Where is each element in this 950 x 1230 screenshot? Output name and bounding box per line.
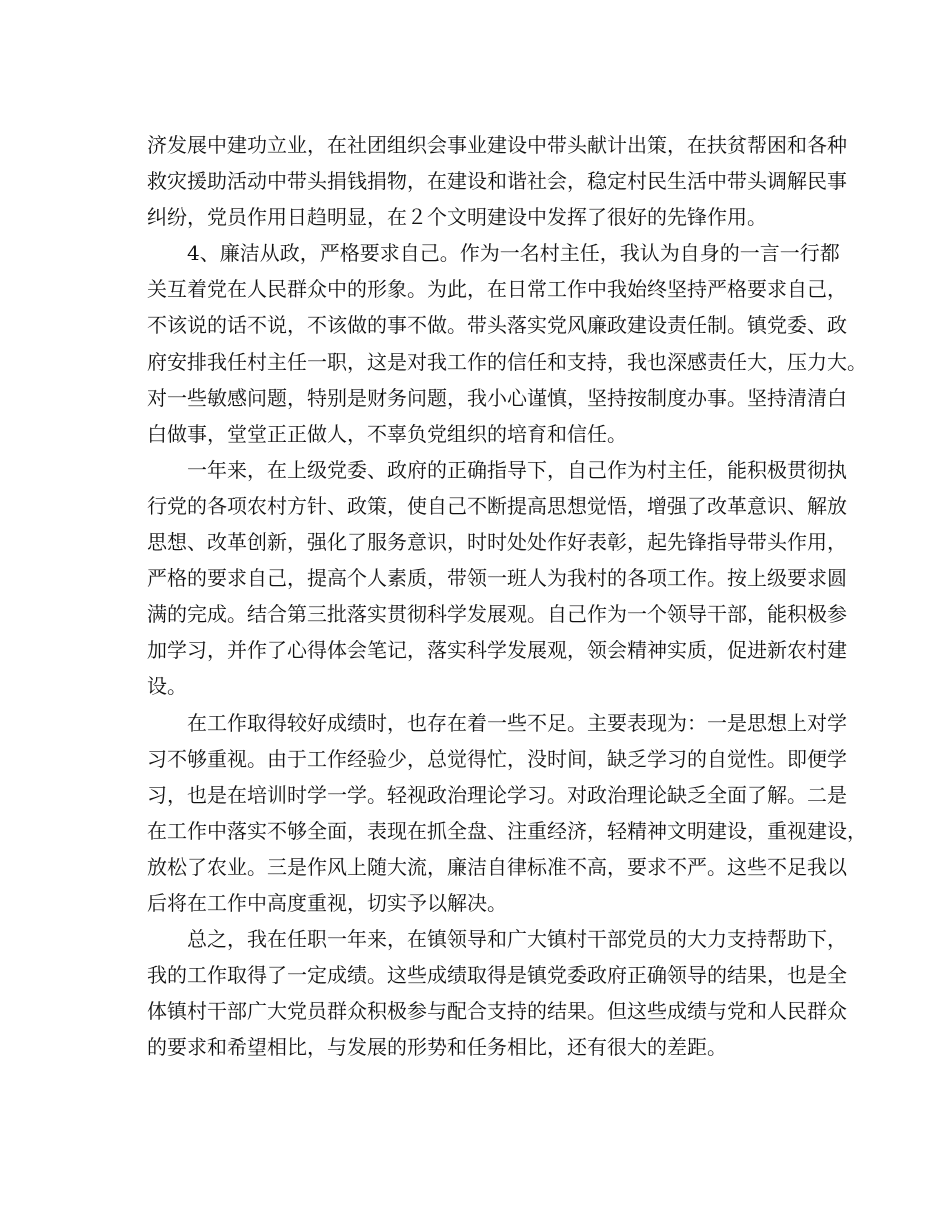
text-line: 体镇村干部广大党员群众积极参与配合支持的结果。但这些成绩与党和人民群众	[147, 999, 847, 1024]
text-line: 满的完成。结合第三批落实贯彻科学发展观。自己作为一个领导干部，能积极参	[147, 602, 847, 627]
text-line: 济发展中建功立业，在社团组织会事业建设中带头献计出策，在扶贫帮困和各种	[147, 133, 847, 157]
text-line: 白做事，堂堂正正做人，不辜负党组织的培育和信任。	[147, 421, 627, 446]
text-line: 对一些敏感问题，特别是财务问题，我小心谨慎，坚持按制度办事。坚持清清白	[147, 385, 847, 410]
text-line: 不该说的话不说，不该做的事不做。带头落实党风廉政建设责任制。镇党委、政	[147, 313, 847, 338]
text-line: 行党的各项农村方针、政策，使自己不断提高思想觉悟，增强了改革意识、解放	[147, 493, 847, 518]
text-line: 设。	[147, 674, 187, 699]
text-line: 纠纷，党员作用日趋明显，在２个文明建设中发挥了很好的先锋作用。	[147, 205, 767, 230]
paragraph-start-line: 一年来，在上级党委、政府的正确指导下，自己作为村主任，能积极贯彻执	[187, 457, 847, 482]
text-line: 加学习，并作了心得体会笔记，落实科学发展观，领会精神实质，促进新农村建	[147, 638, 847, 663]
text-line: 习，也是在培训时学一学。轻视政治理论学习。对政治理论缺乏全面了解。二是	[147, 782, 847, 807]
text-line: 思想、改革创新，强化了服务意识，时时处处作好表彰，起先锋指导带头作用，	[147, 530, 847, 555]
text-line: 习不够重视。由于工作经验少，总觉得忙，没时间，缺乏学习的自觉性。即便学	[147, 746, 847, 771]
text-line: 严格的要求自己，提高个人素质，带领一班人为我村的各项工作。按上级要求圆	[147, 566, 847, 591]
text-line: 府安排我任村主任一职，这是对我工作的信任和支持，我也深感责任大，压力大。	[147, 349, 867, 374]
text-line: 关互着党在人民群众中的形象。为此，在日常工作中我始终坚持严格要求自己，	[147, 277, 847, 302]
text-line: 放松了农业。三是作风上随大流，廉洁自律标准不高，要求不严。这些不足我以	[147, 854, 847, 879]
text-line: 我的工作取得了一定成绩。这些成绩取得是镇党委政府正确领导的结果，也是全	[147, 963, 847, 988]
text-line: 后将在工作中高度重视，切实予以解决。	[147, 890, 507, 915]
text-line: 在工作中落实不够全面，表现在抓全盘、注重经济，轻精神文明建设，重视建设，	[147, 818, 867, 843]
text-line: 救灾援助活动中带头捐钱捐物，在建设和谐社会，稳定村民生活中带头调解民事	[147, 169, 847, 194]
text-line: 的要求和希望相比，与发展的形势和任务相比，还有很大的差距。	[147, 1035, 727, 1060]
document-body	[147, 127, 867, 1065]
paragraph-start-line: 总之，我在任职一年来，在镇领导和广大镇村干部党员的大力支持帮助下，	[187, 927, 847, 952]
paragraph-start-line: 在工作取得较好成绩时，也存在着一些不足。主要表现为：一是思想上对学	[187, 710, 847, 735]
paragraph-start-line: 4、廉洁从政，严格要求自己。作为一名村主任，我认为自身的一言一行都	[187, 241, 840, 266]
